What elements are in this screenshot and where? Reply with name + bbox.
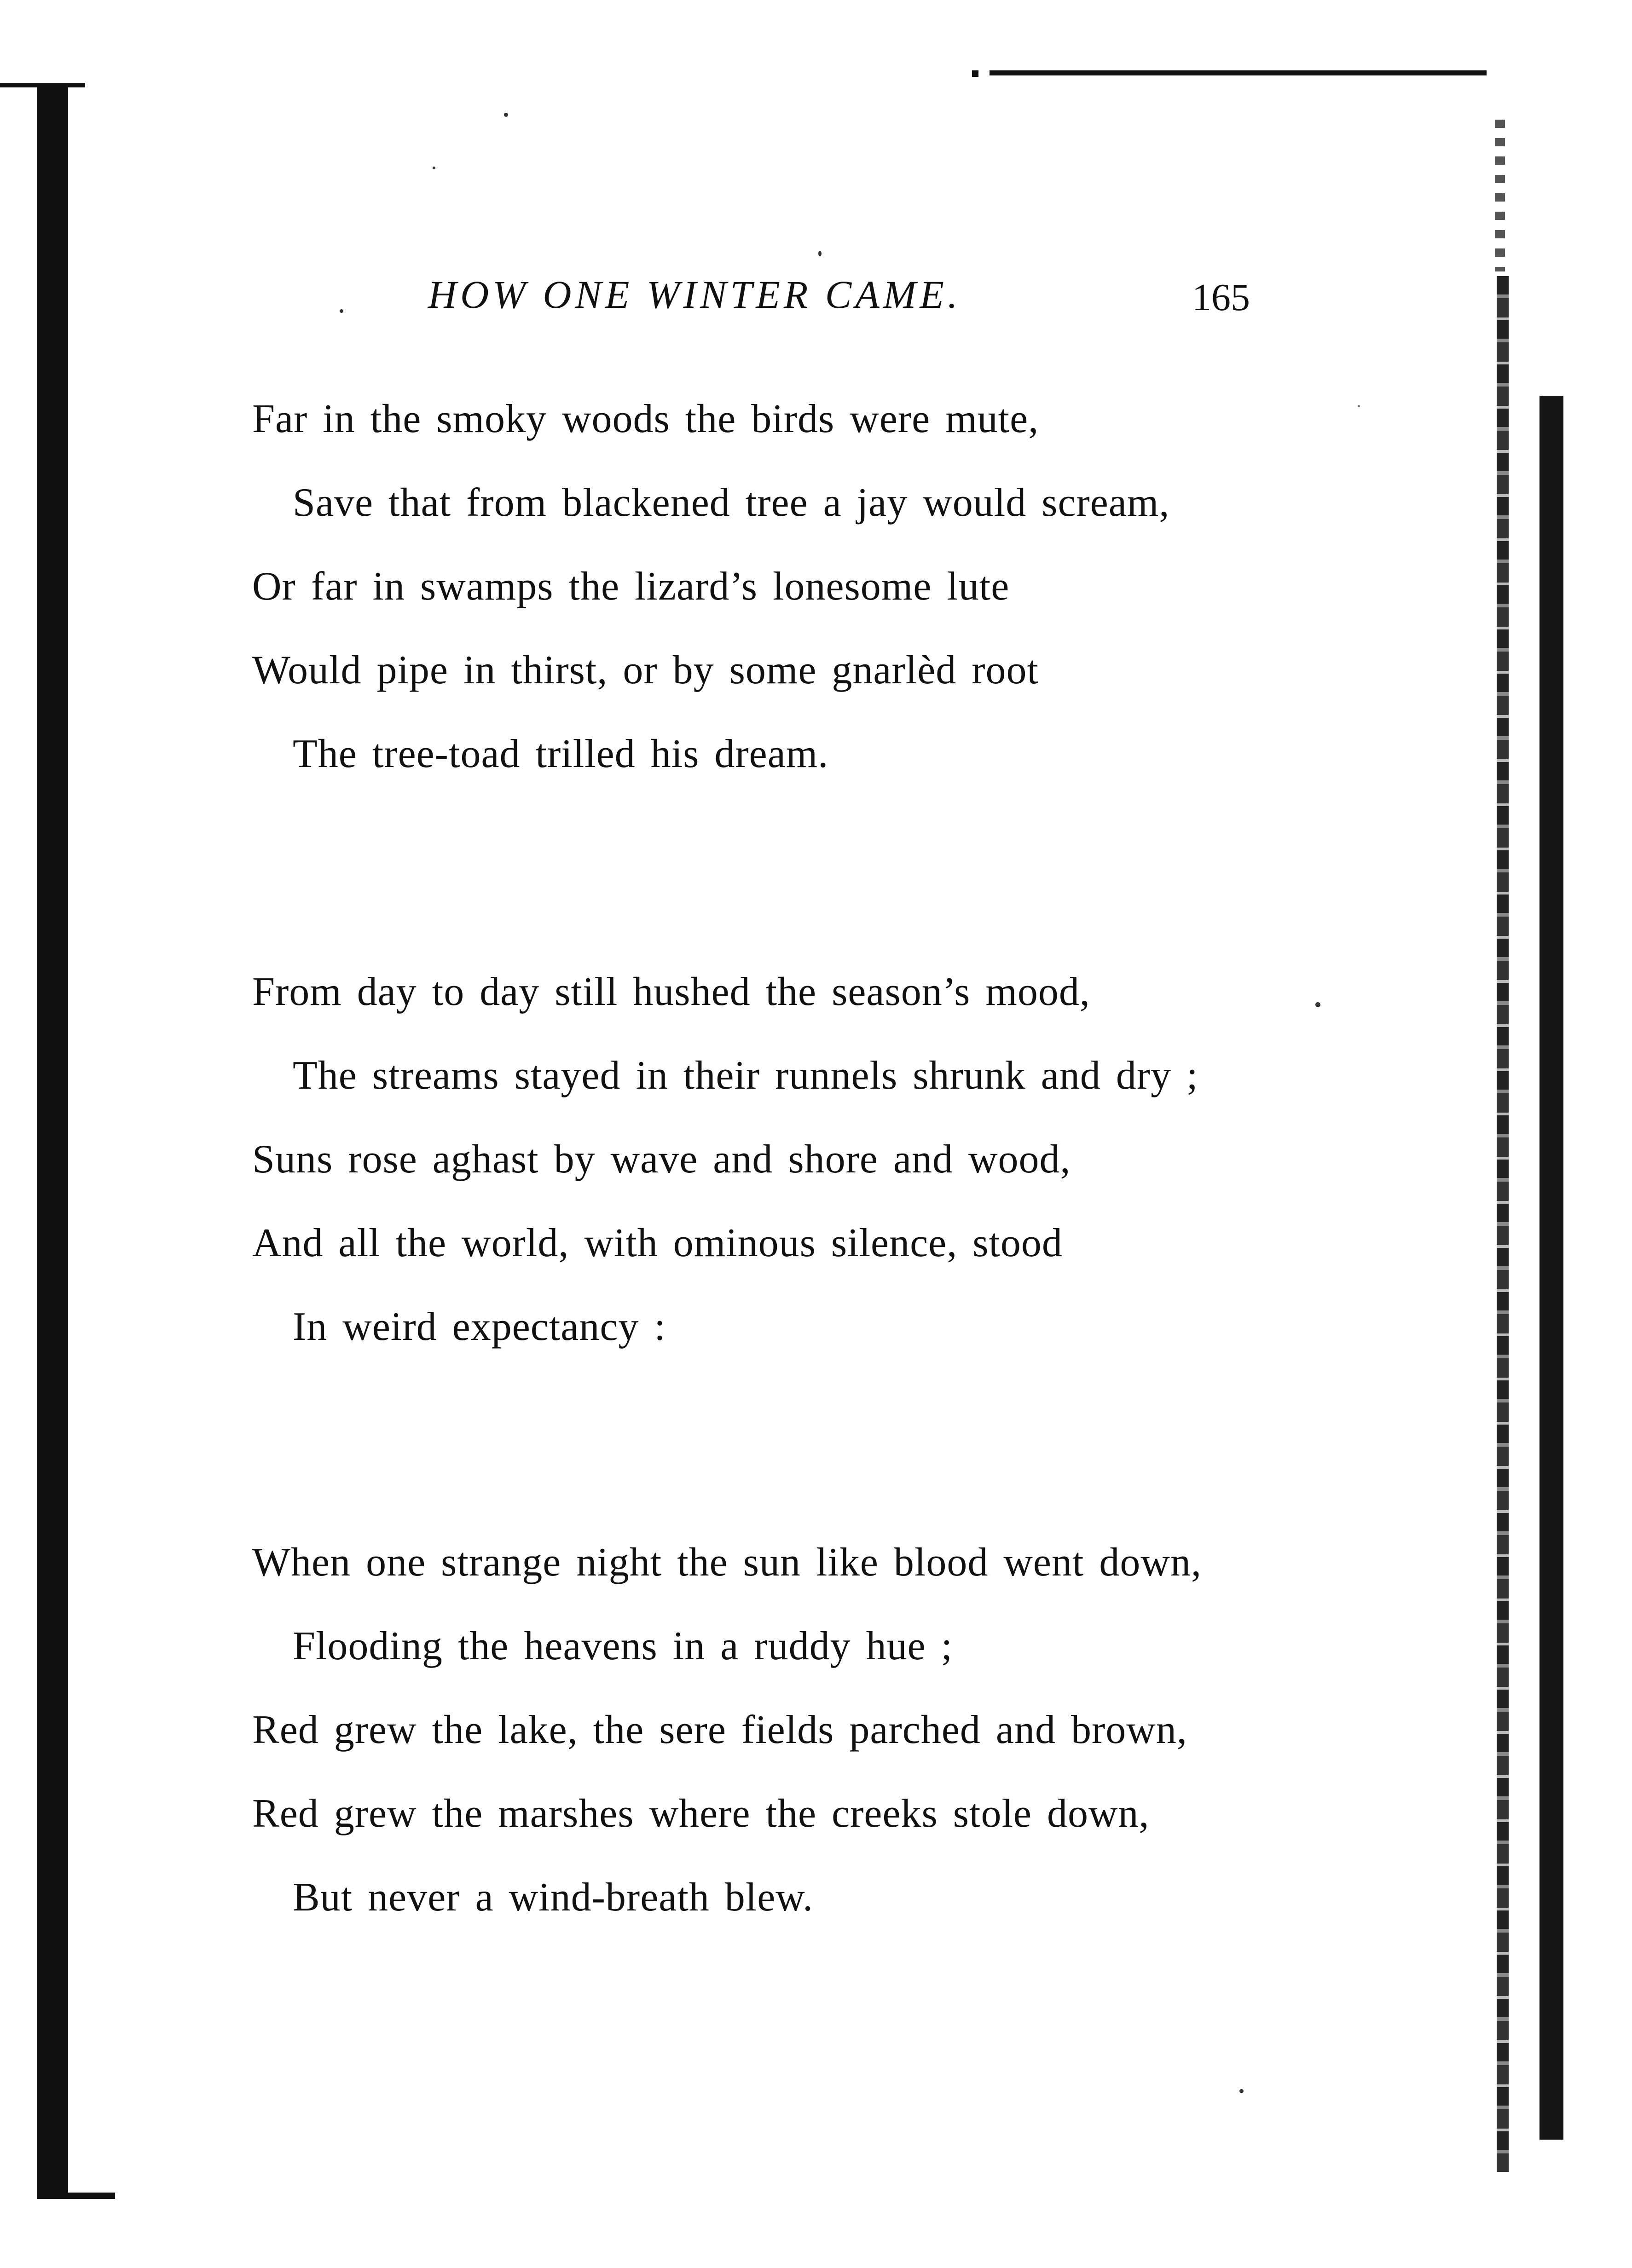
stanza (252, 1521, 1357, 1939)
poem-line: The tree-toad trilled his dream. (293, 732, 829, 776)
poem-line: But never a wind-breath blew. (293, 1875, 814, 1920)
poem-line: And all the world, with ominous silence, stood (252, 1221, 1063, 1265)
page-edge-inner (1497, 276, 1509, 2172)
stanza (252, 950, 1357, 1369)
poem-line: Far in the smoky woods the birds were mute, (252, 397, 1039, 441)
poem-line: Would pipe in thirst, or by some gnarlèd root (252, 648, 1039, 693)
scan-speck (1239, 2089, 1244, 2093)
poem-line: In weird expectancy : (293, 1304, 666, 1349)
binding-rule-foot (37, 2193, 115, 2199)
page-edge-upper (1495, 120, 1505, 271)
page-top-edge (990, 70, 1487, 75)
poem-line: Red grew the marshes where the creeks stole down, (252, 1791, 1150, 1836)
poem-line: Save that from blackened tree a jay would scream, (293, 480, 1170, 525)
scan-speck (818, 251, 822, 256)
binding-rule (37, 85, 68, 2197)
poem-line: Suns rose aghast by wave and shore and wood, (252, 1137, 1071, 1182)
scan-speck (1358, 405, 1360, 407)
poem-line: Or far in swamps the lizard’s lonesome lute (252, 564, 1010, 609)
page-edge-outer (1539, 396, 1563, 2140)
stanza (252, 377, 1357, 796)
scan-speck (340, 309, 343, 313)
poem-line: The streams stayed in their runnels shrunk and dry ; (293, 1053, 1198, 1098)
scan-speck (972, 70, 978, 77)
poem-line: From day to day still hushed the season’s mood, (252, 970, 1090, 1014)
poem-line: When one strange night the sun like blood went down, (252, 1540, 1202, 1585)
poem-line: Red grew the lake, the sere fields parched and brown, (252, 1708, 1187, 1752)
scan-speck (504, 113, 508, 117)
running-title: HOW ONE WINTER CAME. (428, 272, 961, 317)
page-number: 165 (1192, 276, 1250, 319)
poem-line: Flooding the heavens in a ruddy hue ; (293, 1624, 953, 1668)
scan-speck (433, 167, 435, 169)
